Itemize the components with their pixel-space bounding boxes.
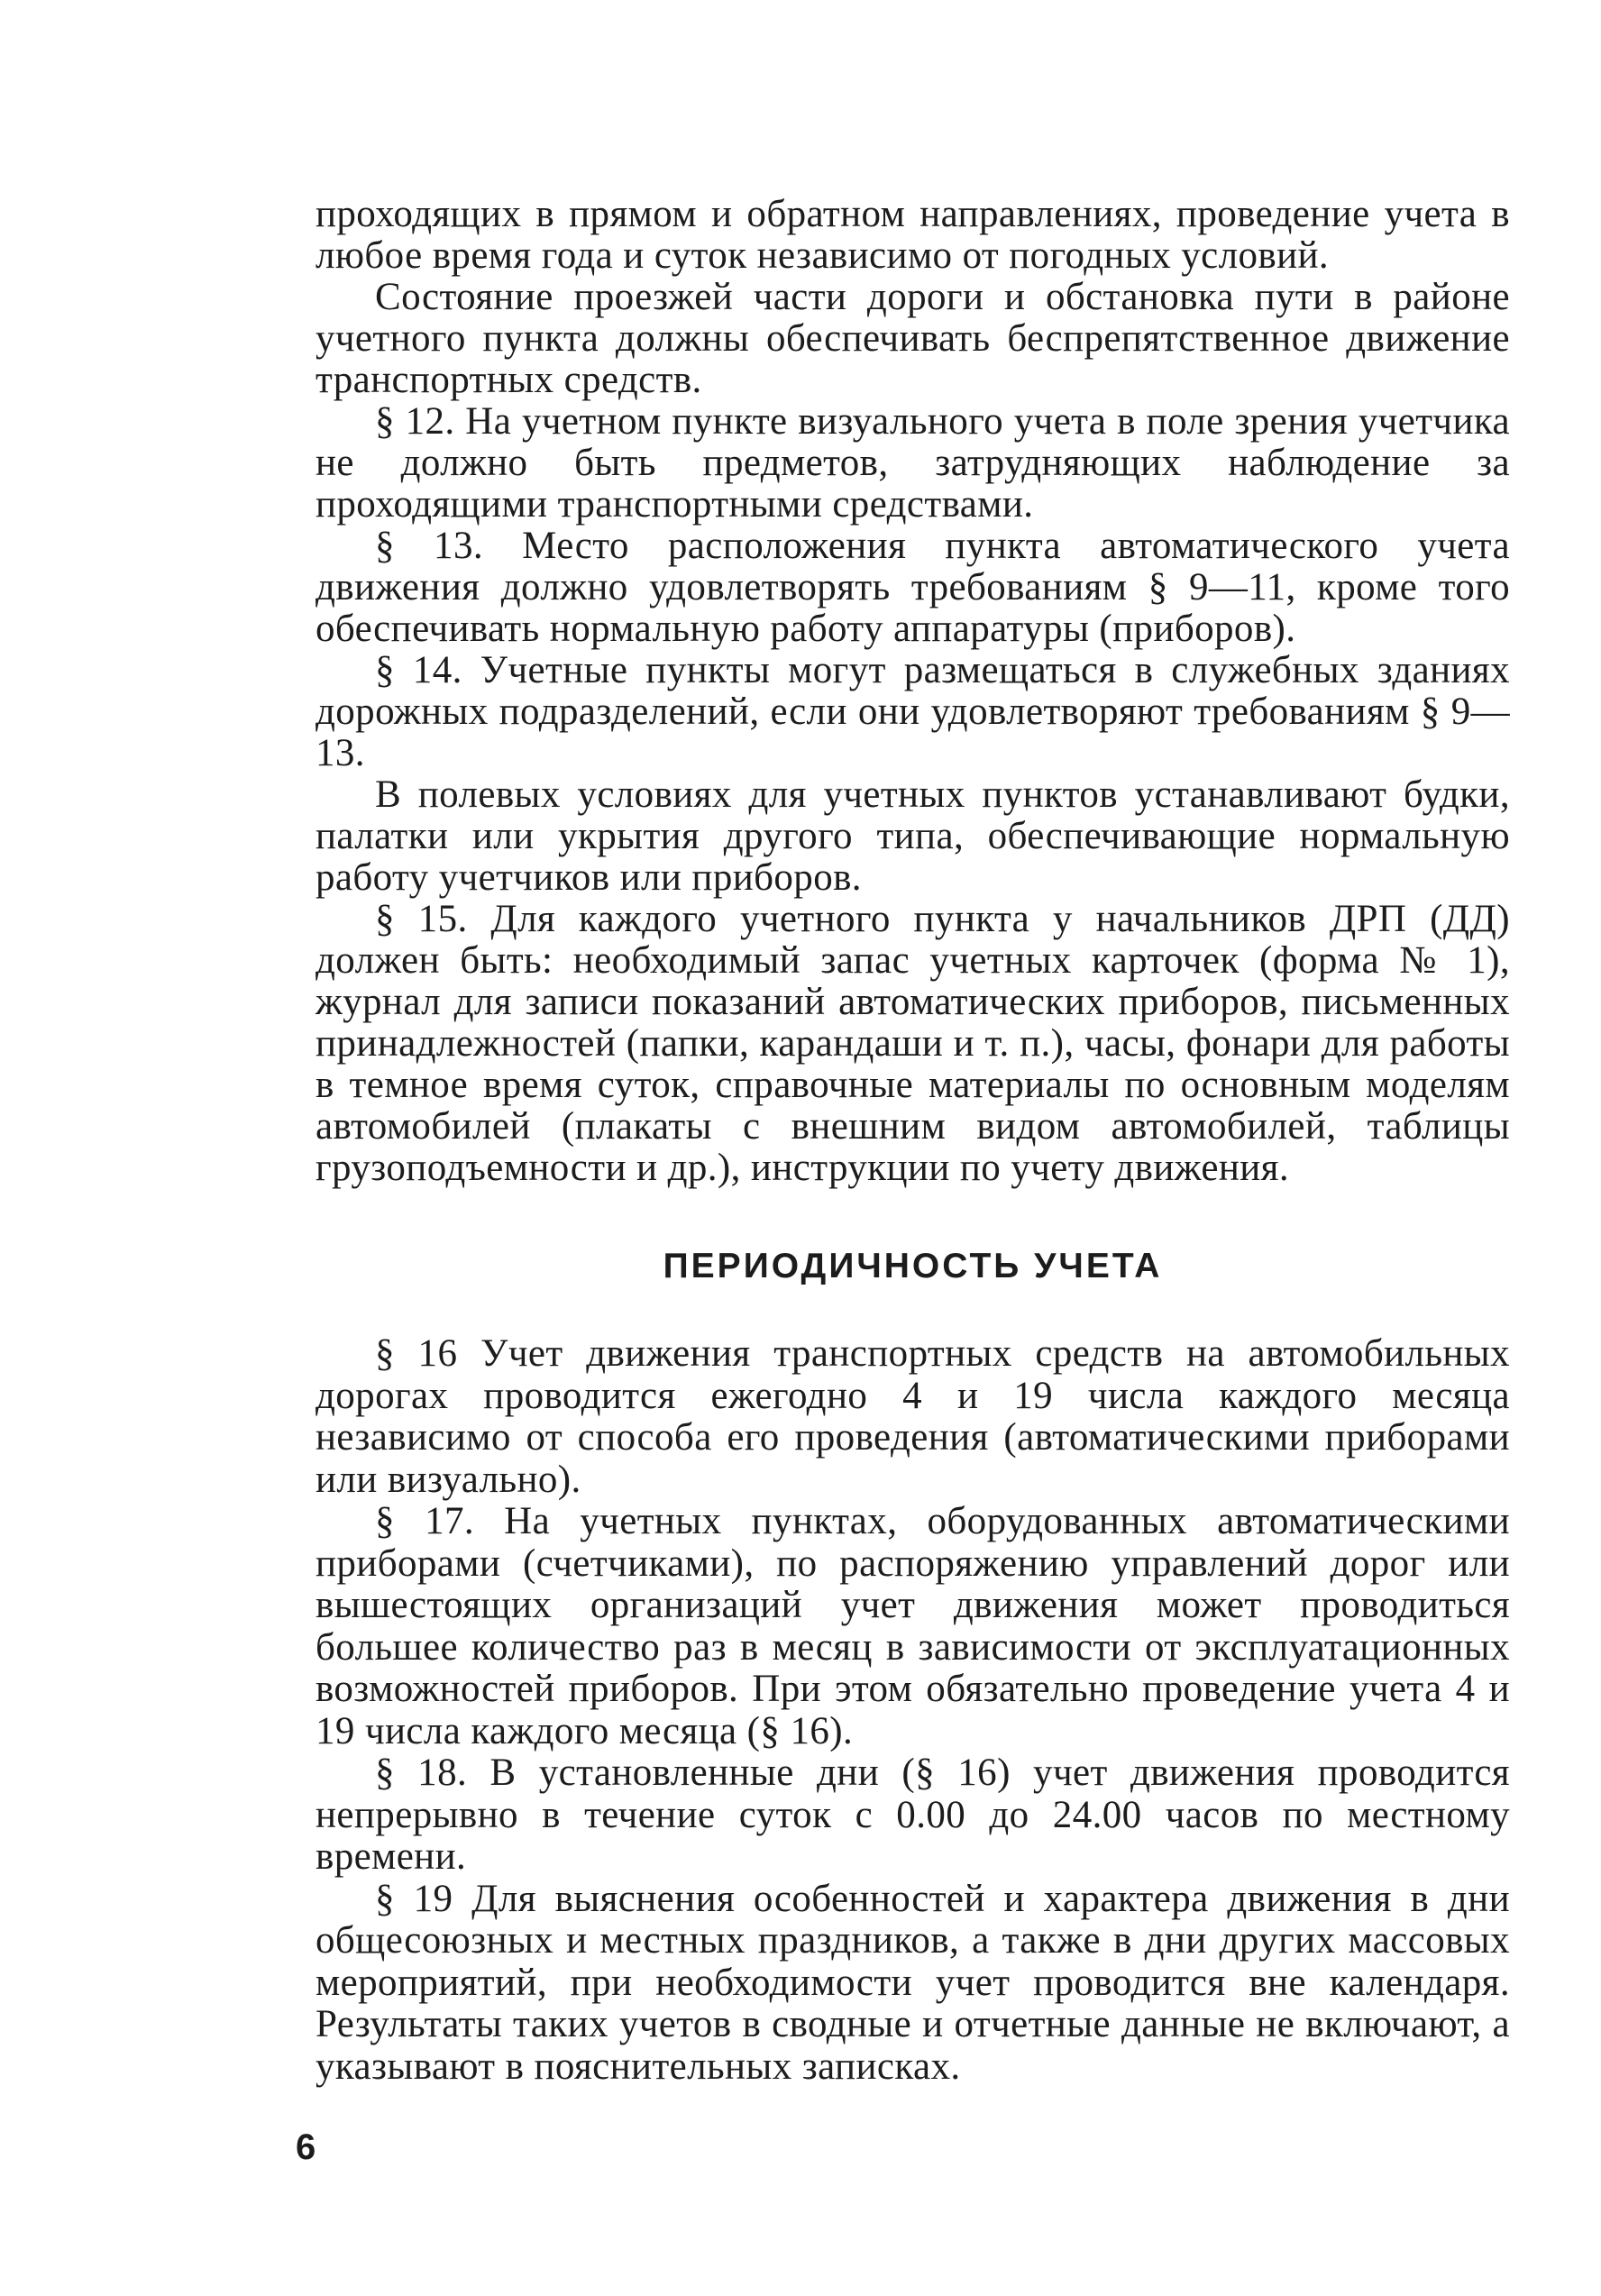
- paragraph-12: § 12. На учетном пункте визуального учета в поле зрения учетчика не должно быть предметов, затрудняющих наблюдение за проходящими транспортными средствами.: [316, 400, 1510, 526]
- section-heading: ПЕРИОДИЧНОСТЬ УЧЕТА: [663, 1247, 1163, 1285]
- page-body: [316, 194, 1510, 2088]
- paragraph-16: § 16 Учет движения транспортных средств на автомобильных дорогах проводится ежегодно 4 и 19 числа каждого месяца независимо от способа его проведения (автоматическими приборами или визуально).: [316, 1332, 1510, 1501]
- paragraph-13: § 13. Место расположения пункта автоматического учета движения должно удовлетворять требованиям § 9—11, кроме того обеспечивать нормальную работу аппаратуры (приборов).: [316, 525, 1510, 650]
- section-periodicity: [316, 1333, 1510, 2088]
- paragraph-14: § 14. Учетные пункты могут размещаться в служебных зданиях дорожных подразделений, если они удовлетворяют требованиям § 9—13.: [316, 649, 1510, 774]
- paragraph-field-conditions: В полевых условиях для учетных пунктов устанавливают будки, палатки или укрытия другого типа, обеспечивающие нормальную работу учетчиков или приборов.: [316, 773, 1510, 899]
- paragraph-15: § 15. Для каждого учетного пункта у начальников ДРП (ДД) должен быть: необходимый запас учетных карточек (форма № 1), журнал для записи показаний автоматических приборов, письменных принадлежностей (папки, карандаши и т. п.), часы, фонари для работы в темное время суток, справочные материалы по основным моделям автомобилей (плакаты с внешним видом автомобилей, таблицы грузоподъемности и др.), инструкции по учету движения.: [316, 898, 1510, 1189]
- paragraph-roadway-condition: Состояние проезжей части дороги и обстановка пути в районе учетного пункта должны обеспечивать беспрепятственное движение транспортных средств.: [316, 276, 1510, 401]
- paragraph-19: § 19 Для выяснения особенностей и характера движения в дни общесоюзных и местных праздников, а также в дни других массовых мероприятий, при необходимости учет проводится вне календаря. Результаты таких учетов в сводные и отчетные данные не включают, а указывают в пояснительных записках.: [316, 1877, 1510, 2088]
- paragraph-continuation: проходящих в прямом и обратном направлениях, проведение учета в любое время года и суток независимо от погодных условий.: [316, 193, 1510, 277]
- section-site-requirements: [316, 194, 1510, 1189]
- paragraph-18: § 18. В установленные дни (§ 16) учет движения проводится непрерывно в течение суток с 0.00 до 24.00 часов по местному времени.: [316, 1752, 1510, 1878]
- paragraph-17: § 17. На учетных пунктах, оборудованных автоматическими приборами (счетчиками), по распоряжению управлений дорог или вышестоящих организаций учет движения может проводиться большее количество раз в месяц в зависимости от эксплуатационных возможностей приборов. При этом обязательно проведение учета 4 и 19 числа каждого месяца (§ 16).: [316, 1500, 1510, 1752]
- page-number: 6: [296, 2127, 316, 2167]
